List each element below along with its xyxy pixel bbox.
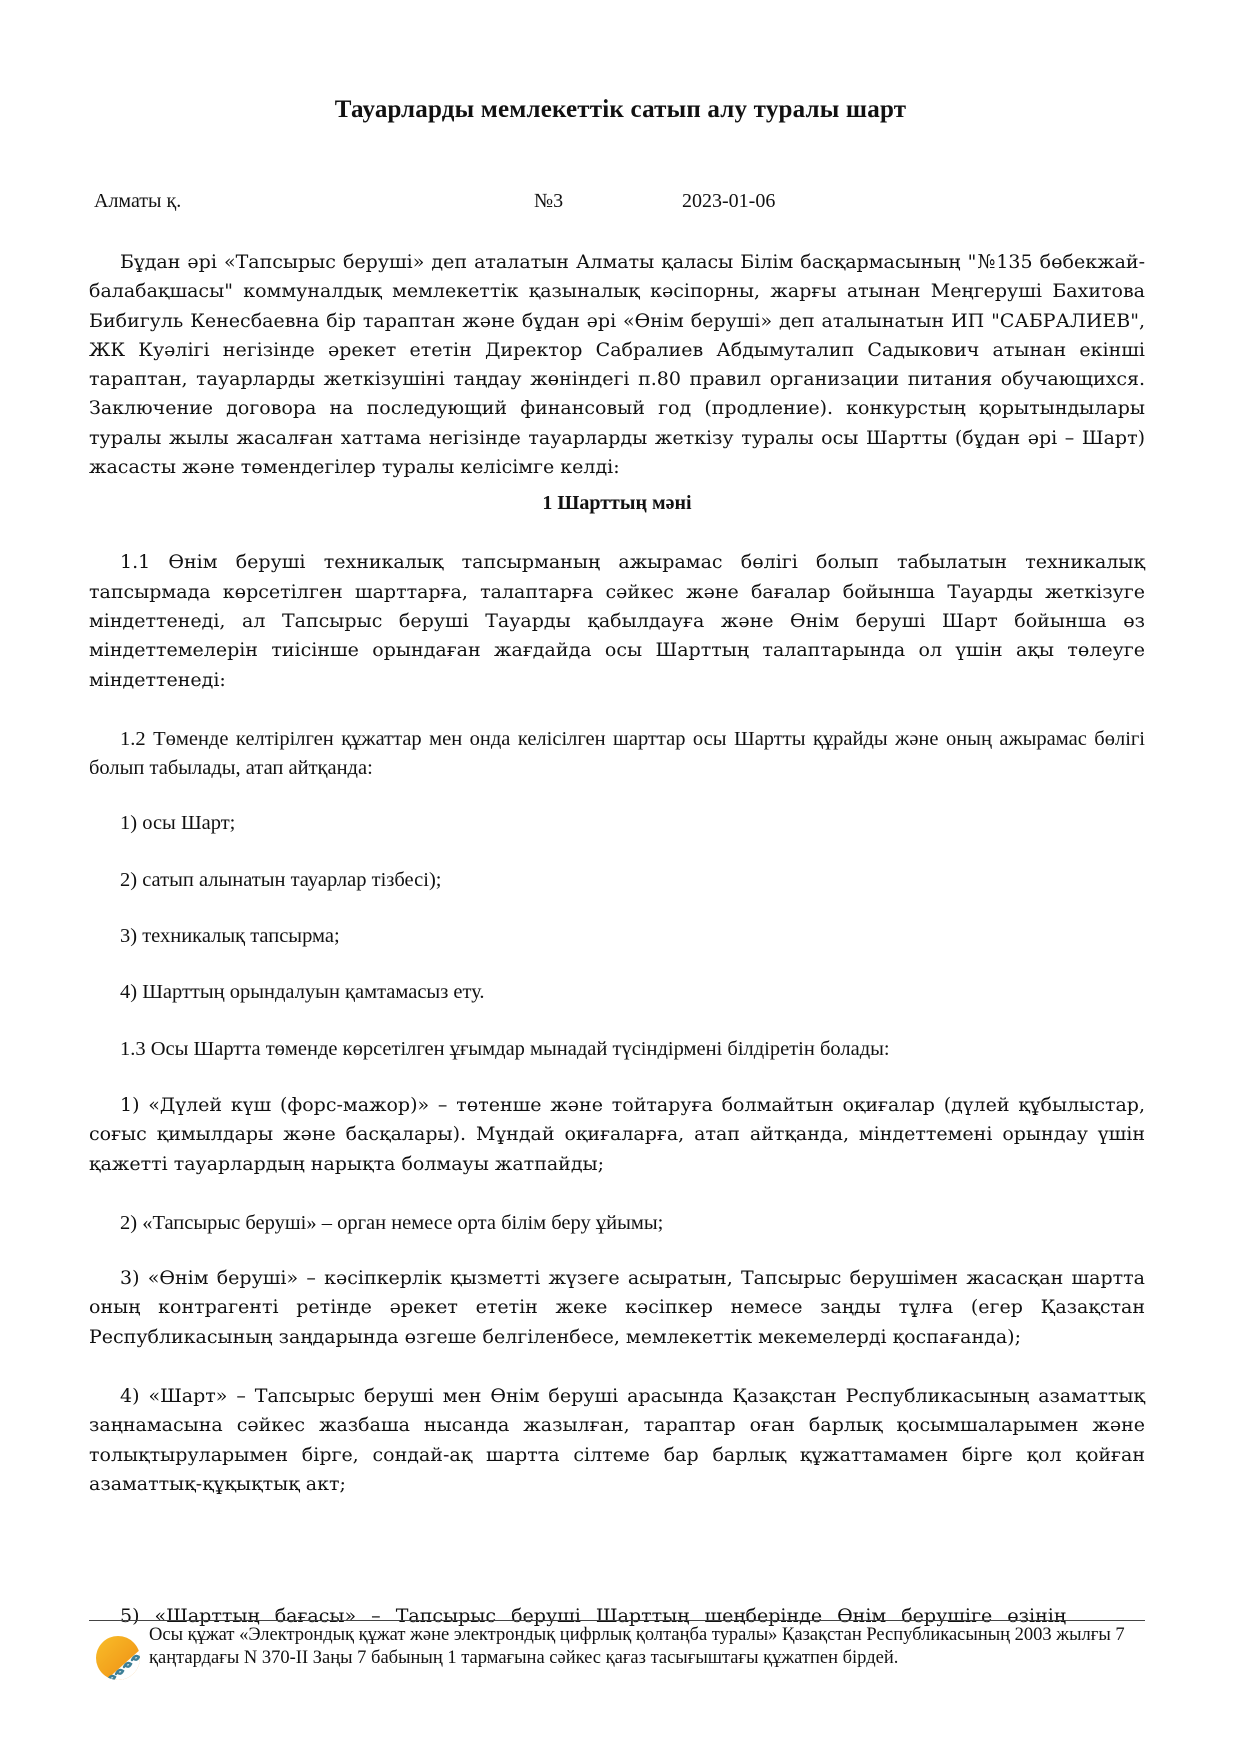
- list-item: 3) техникалық тапсырма;: [120, 925, 340, 948]
- intro-paragraph: Бұдан әрі «Тапсырыс беруші» деп аталатын Алматы қаласы Білім басқармасының "№135 бөбекжай-балабақшасы" коммуналдық мемлекеттік қазыналық кәсіпорны, жарғы атынан Меңгеруші Бахитова Бибигуль Кенесбаевна бір тараптан және бұдан әрі «Өнім беруші» деп аталынатын ИП "САБРАЛИЕВ", ЖК Куәлігі негізінде әрекет ететін Директор Сабралиев Абдымуталип Садыкович атынан екінші тараптан, тауарларды жеткізушіні таңдау жөніндегі п.80 правил организации питания обучающихся. Заключение договора на последующий финансовый год (продление). конкурстың қорытындылары туралы жылы жасалған хаттама негізінде тауарларды жеткізу туралы осы Шартты (бұдан әрі – Шарт) жасасты және төмендегілер туралы келісімге келді:: [89, 251, 1145, 479]
- clause-1-3: 1.3 Осы Шартта төменде көрсетілген ұғымдар мынадай түсіндірмені білдіретін болады:: [120, 1037, 890, 1060]
- contract-city: Алматы қ.: [94, 190, 182, 212]
- list-item: 1) осы Шарт;: [120, 812, 236, 835]
- footer-divider: [89, 1620, 1145, 1621]
- footer: [94, 1624, 1144, 1714]
- contract-meta-row: [94, 190, 1094, 220]
- clause-1-2: 1.2 Төменде келтірілген құжаттар мен онда келісілген шарттар осы Шартты құрайды және оның ажырамас бөлігі болып табылады, атап айтқанда:: [89, 727, 1145, 780]
- contract-date: 2023-01-06: [682, 190, 776, 212]
- definition-item: 1) «Дүлей күш (форс-мажор)» – төтенше және тойтаруға болмайтын оқиғалар (дүлей құбылыстар, соғыс қимылдары және басқалары). Мұндай оқиғаларға, атап айтқанда, міндеттемені орындау үшін қажетті тауарлардың нарықта болмауы жатпайды;: [89, 1093, 1145, 1175]
- definition-item-cutoff: 5) «Шарттың бағасы» – Тапсырыс беруші Шарттың шеңберінде Өнім берушіге өзінің: [120, 1605, 1067, 1627]
- definition-item: 4) «Шарт» – Тапсырыс беруші мен Өнім беруші арасында Қазақстан Республикасының азаматтық заңнамасына сәйкес жазбаша нысанда жазылған, тараптар оған барлық қосымшаларымен және толықтыруларымен бірге, сондай-ақ шартта сілтеме бар барлық құжаттамамен бірге қол қойған азаматтық-құқықтық акт;: [89, 1385, 1145, 1495]
- legal-notice-text: Осы құжат «Электрондық құжат және электрондық цифрлық қолтаңба туралы» Қазақстан Республикасының 2003 жылғы 7 қаңтардағы N 370-II Заңы 7 бабының 1 тармағына сәйкес қағаз тасығыштағы құжатпен бірдей.: [149, 1625, 1125, 1668]
- list-item: 2) сатып алынатын тауарлар тізбесі);: [120, 868, 442, 891]
- clause-1-1: 1.1 Өнім беруші техникалық тапсырманың ажырамас бөлігі болып табылатын техникалық тапсырмада көрсетілген шарттарға, талаптарға сәйкес және бағалар бойынша Тауарды жеткізуге міндеттенеді, ал Тапсырыс беруші Тауарды қабылдауға және Өнім беруші Шарт бойынша өз міндеттемелерін тиісінше орындаған жағдайда осы Шарттың талаптарында ол үшін ақы төлеуге міндеттенеді:: [89, 551, 1145, 691]
- definition-item: 2) «Тапсырыс беруші» – орган немесе орта білім беру ұйымы;: [120, 1211, 664, 1234]
- egov-sun-logo-icon: [94, 1634, 142, 1682]
- definition-item: 3) «Өнім беруші» – кәсіпкерлік қызметті жүзеге асыратын, Тапсырыс берушімен жасасқан шартта оның контрагенті ретінде әрекет ететін жеке кәсіпкер немесе заңды тұлға (егер Қазақстан Республикасының заңдарында өзгеше белгіленбесе, мемлекеттік мекемелерді қоспағанда);: [89, 1267, 1145, 1348]
- document-body: [89, 248, 1145, 1529]
- list-item: 4) Шарттың орындалуын қамтамасыз ету.: [120, 981, 485, 1004]
- section-heading: 1 Шарттың мәні: [542, 492, 692, 515]
- contract-number: №3: [534, 190, 564, 212]
- document-title: Тауарларды мемлекеттік сатып алу туралы шарт: [334, 96, 907, 123]
